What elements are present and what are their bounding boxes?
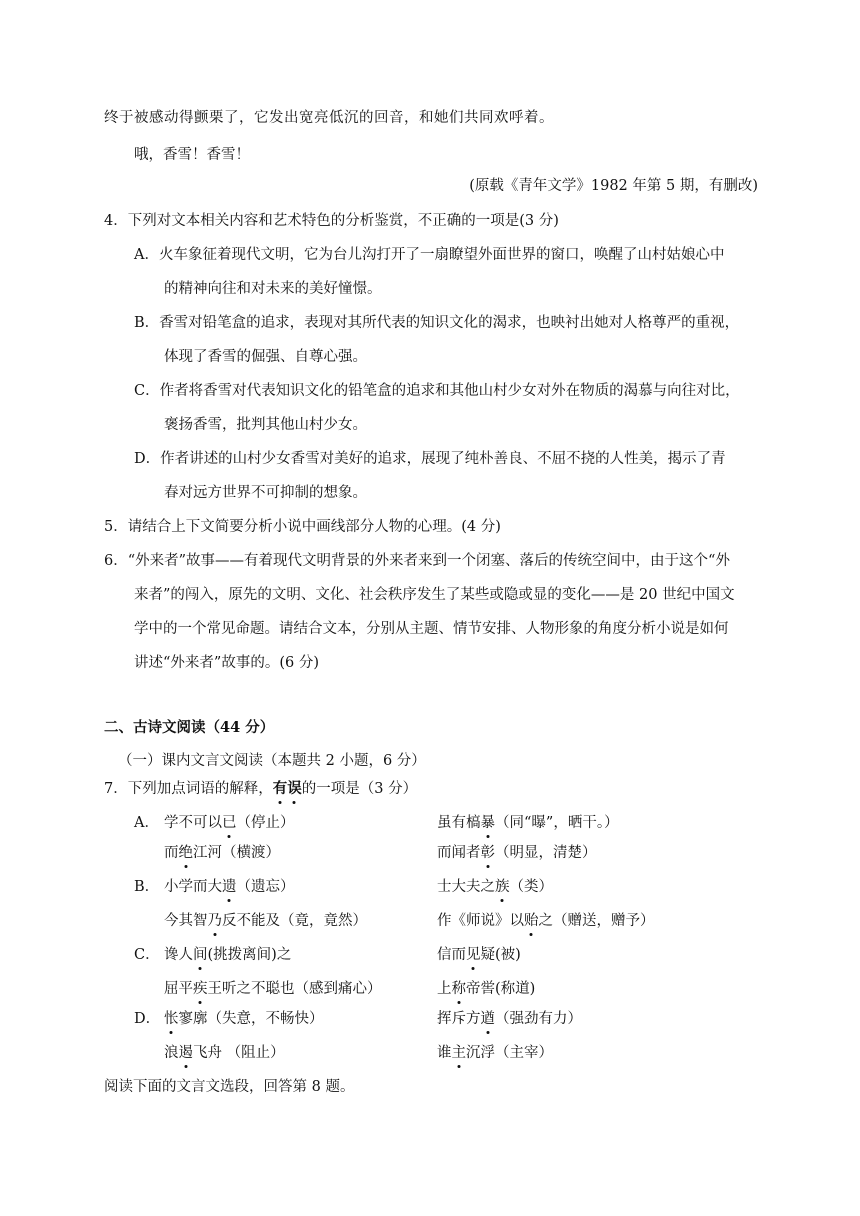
text: 反不能及（竟，竟然） [222,913,367,929]
text: 寥廓（失意，不畅快） [178,1011,324,1027]
text: 飞舟 （阻止） [193,1045,285,1061]
text: （明显，清楚） [495,845,597,861]
emphasis-mark: 误 [287,780,302,797]
question-5: 5．请结合上下文简要分析小说中画线部分人物的心理。(4 分) [104,519,501,535]
text: 信而 [437,947,466,963]
q7-label-a: A． [134,815,159,831]
q7-stem-text: 的一项是（3 分） [301,781,418,797]
q7-d-left-2 [164,1043,285,1063]
dotted-char: 绝 [178,845,193,861]
dotted-char: 遒 [480,1011,495,1027]
question-6-cont: 学中的一个常见命题。请结合文本，分别从主题、情节安排、人物形象的角度分析小说是如何 [134,621,729,637]
text: 而闻者 [437,845,481,861]
text: （同“曝”，晒干。） [495,815,619,831]
text: （类） [509,879,553,895]
passage-line: 哦，香雪！香雪！ [134,147,250,163]
q4-option-a-cont: 的精神向往和对未来的美好憧憬。 [164,281,382,297]
question-6: 6．“外来者”故事——有着现代文明背景的外来者来到一个闭塞、落后的传统空间中，由于这个“外 [104,553,730,569]
question-4-stem: 4．下列对文本相关内容和艺术特色的分析鉴赏，不正确的一项是(3 分) [104,213,559,229]
q7-b-right-2 [437,911,655,931]
dotted-char: 遏 [178,1045,193,1061]
passage-line: 终于被感动得颤栗了，它发出宽亮低沉的回音，和她们共同欢呼着。 [104,110,554,126]
subsection-heading: （一）课内文言文阅读（本题共 2 小题，6 分） [118,753,426,769]
q7-c-left-2 [164,979,382,999]
q4-option-d-cont: 春对远方世界不可抑制的想象。 [164,485,367,501]
dotted-char: 族 [495,879,510,895]
dotted-char: 称 [451,981,466,997]
dotted-char: 贻 [524,913,539,929]
q7-b-right-1 [437,877,553,897]
text: 谗人 [164,947,193,963]
text: 上 [437,981,452,997]
source-citation: (原载《青年文学》1982 年第 5 期，有删改) [469,178,758,194]
text: 之（赠送，赠予） [538,913,655,929]
text: 疑(被) [480,947,521,963]
question-8-intro: 阅读下面的文言文选段，回答第 8 题。 [104,1079,355,1095]
q7-b-left-1 [164,877,295,897]
text: 虽有槁 [437,815,481,831]
text: 作《师说》以 [437,913,524,929]
text: 小学而大 [164,879,222,895]
section-heading: 二、古诗文阅读（44 分） [104,719,275,736]
text: (挑拨离间)之 [207,947,292,963]
text: 谁 [437,1045,452,1061]
q7-c-right-2 [437,979,535,999]
q7-label-d: D． [134,1011,161,1027]
q4-option-c-cont: 褒扬香雪，批判其他山村少女。 [164,417,367,433]
text: （强劲有力） [495,1011,582,1027]
text: 今其智 [164,913,208,929]
q7-label-b: B． [134,879,160,895]
q4-option-a: A．火车象征着现代文明，它为台儿沟打开了一扇瞭望外面世界的窗口，唤醒了山村姑娘心中 [134,247,725,263]
text: 江河（横渡） [193,845,280,861]
dotted-char: 间 [193,947,208,963]
text: 浪 [164,1045,179,1061]
q7-a-right-1 [437,813,619,833]
q7-d-right-1 [437,1009,582,1029]
q4-option-d: D．作者讲述的山村少女香雪对美好的追求，展现了纯朴善良、不屈不挠的人性美，揭示了青 [134,451,726,467]
dotted-char: 见 [466,947,481,963]
dotted-char: 彰 [480,845,495,861]
q7-d-left-1 [164,1009,324,1029]
text: 王听之不聪也（感到痛心） [207,981,382,997]
text: 挥斥方 [437,1011,481,1027]
q7-c-left-1 [164,945,291,965]
text: 屈平 [164,981,193,997]
text: 学不可以 [164,815,222,831]
dotted-char: 已 [222,815,237,831]
text: （停止） [236,815,295,831]
text: 而 [164,845,179,861]
dotted-char: 暴 [480,815,495,831]
text: 沉浮（主宰） [466,1045,553,1061]
question-6-cont: 来者”的闯入，原先的文明、文化、社会秩序发生了某些或隐或显的变化——是 20 世纪中国文 [134,587,735,603]
emphasis-mark: 有 [272,780,288,797]
q7-c-right-1 [437,945,521,965]
q7-a-left-1 [164,813,295,833]
q7-a-left-2 [164,843,280,863]
q4-option-b: B．香雪对铅笔盒的追求，表现对其所代表的知识文化的渴求，也映衬出她对人格尊严的重视， [134,315,740,331]
q7-b-left-2 [164,911,367,931]
q7-stem-text: 7．下列加点词语的解释， [104,781,273,797]
dotted-char: 主 [451,1045,466,1061]
text: 士大夫之 [437,879,495,895]
q7-a-right-2 [437,843,597,863]
q4-option-b-cont: 体现了香雪的倔强、自尊心强。 [164,349,367,365]
q7-label-c: C． [134,947,160,963]
dotted-char: 疾 [193,981,208,997]
dotted-char: 遗 [222,879,237,895]
question-7-stem [104,779,417,799]
q7-d-right-2 [437,1043,553,1063]
text: （遗忘） [236,879,295,895]
text: 帝喾(称道) [466,981,536,997]
q4-option-c: C．作者将香雪对代表知识文化的铅笔盒的追求和其他山村少女对外在物质的渴慕与向往对比， [134,383,740,399]
question-6-cont: 讲述“外来者”故事的。(6 分) [134,655,319,671]
dotted-char: 乃 [207,913,222,929]
dotted-char: 怅 [164,1011,179,1027]
